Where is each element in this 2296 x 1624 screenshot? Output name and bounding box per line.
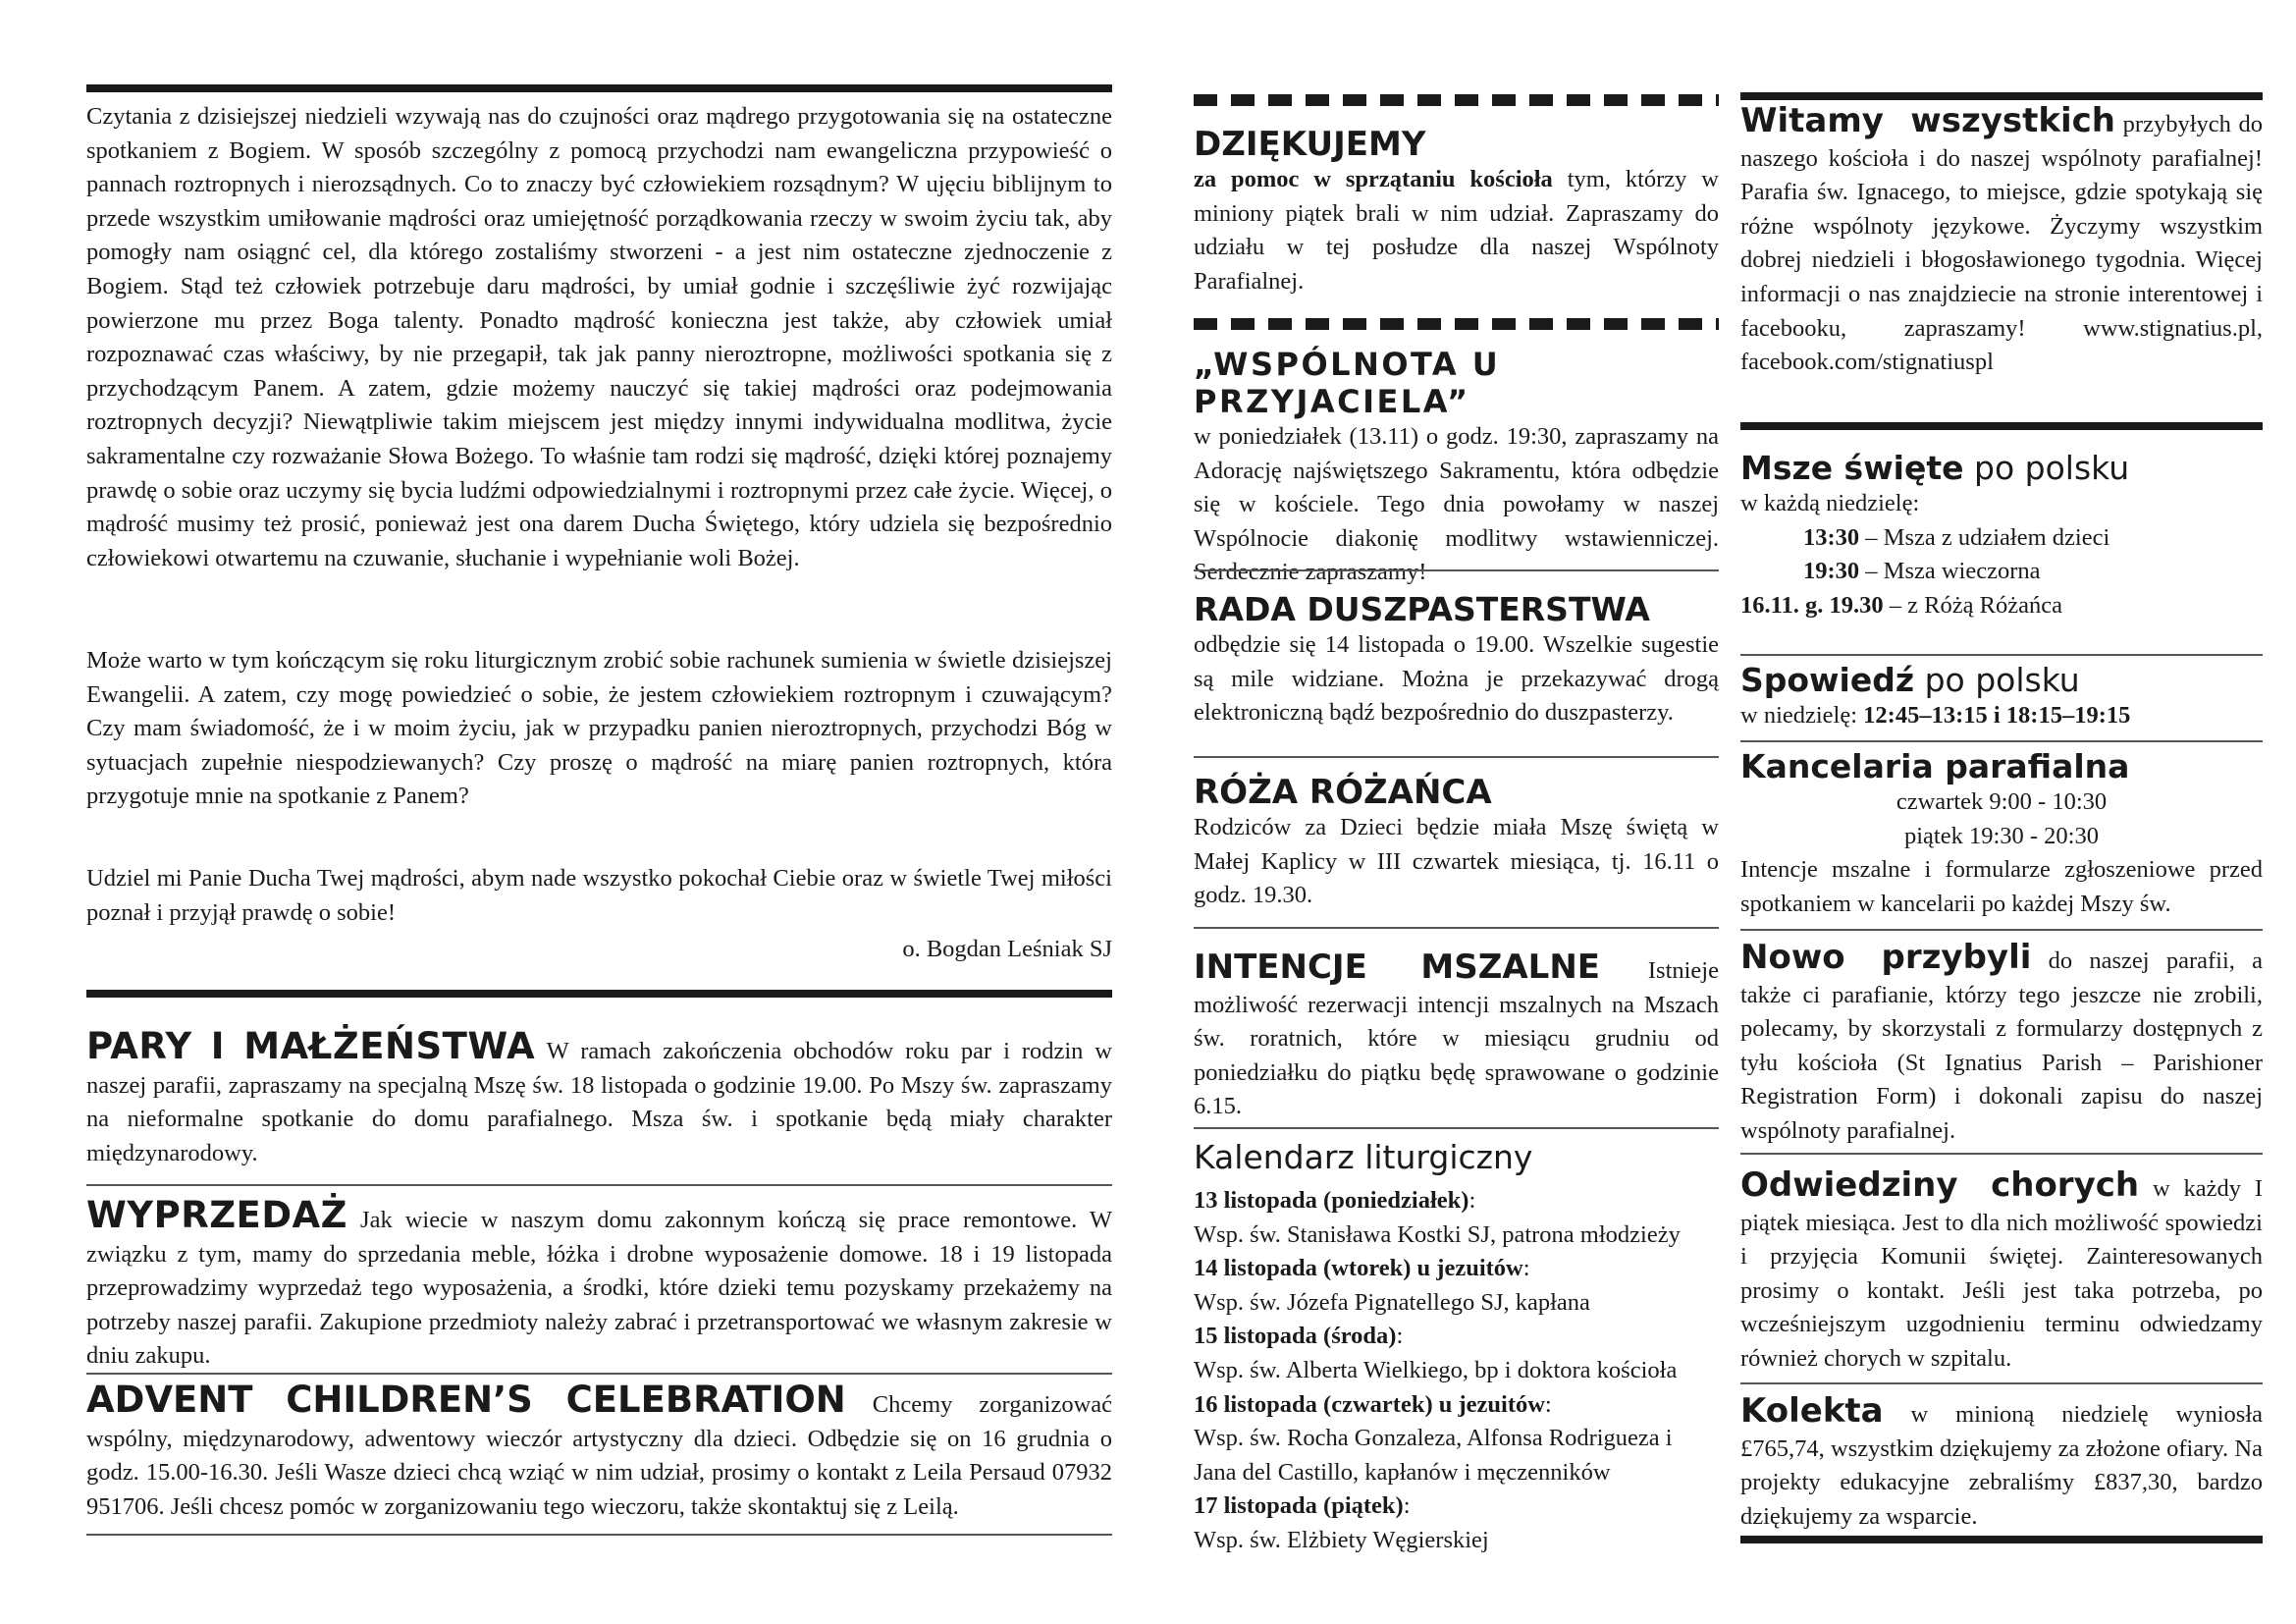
odwiedziny-text: w każdy I piątek miesiąca. Jest to dla nich możliwość spowiedzi i przyjęcia Komunii świętej. Zainteresowanych prosimy o kontakt. Jeśli jest taka potrzeba, po wcześniejszym uzgodnieniu terminu odwiedzamy również chorych w szpitalu. bbox=[1740, 1175, 2264, 1372]
kancelaria-section bbox=[1740, 748, 2263, 921]
reflection-paragraph-3: Udziel mi Panie Ducha Twej mądrości, abym nade wszystko pokochał Ciebie oraz w świetle Twej miłości poznał i przyjął prawdę o sobie! bbox=[86, 865, 1112, 926]
odwiedziny-title: Odwiedziny chorych bbox=[1740, 1165, 2140, 1205]
kancelaria-text: Intencje mszalne i formularze zgłoszeniowe przed spotkaniem w kancelarii po każdej Mszy św. bbox=[1740, 856, 2263, 917]
kalendarz-saint: Wsp. św. Józefa Pignatellego SJ, kapłana bbox=[1194, 1288, 1590, 1316]
kalendarz-list bbox=[1194, 1184, 1719, 1558]
nowo-text: do naszej parafii, a także ci parafianie, którzy tego jeszcze nie zrobili, polecamy, by skorzystali z formularzy dostępnych z tyłu kościoła (St Ignatius Parish – Parishioner Registration Form) i dokonali zapisu do naszej wspólnoty parafialnej. bbox=[1740, 947, 2263, 1144]
dziekujemy-section bbox=[1194, 126, 1719, 298]
kalendarz-entry bbox=[1194, 1388, 1719, 1490]
kalendarz-saint: Wsp. św. Alberta Wielkiego, bp i doktora kościoła bbox=[1194, 1356, 1678, 1383]
msze-special-text: – z Różą Różańca bbox=[1889, 591, 2062, 619]
pary-section bbox=[86, 1027, 1112, 1170]
divider bbox=[1740, 1382, 2263, 1384]
odwiedziny-section bbox=[1740, 1166, 2263, 1377]
kalendarz-saint: Wsp. św. Stanisława Kostki SJ, patrona młodzieży bbox=[1194, 1220, 1681, 1248]
msze-time: 13:30 bbox=[1803, 523, 1860, 551]
spowiedz-title-bold: Spowiedź bbox=[1740, 661, 1915, 699]
kalendarz-section bbox=[1194, 1139, 1719, 1558]
section-rule bbox=[86, 990, 1112, 998]
wyprzedaz-text: Jak wiecie w naszym domu zakonnym kończą się prace remontowe. W związku z tym, mamy do sprzedania meble, łóżka i drobne wyposażenie domowe. 18 i 19 listopada przeprowadzimy wyprzedaż tego wyposażenia, a środki, które dzieki temu pozyskamy przekażemy na potrzeby naszej parafii. Zakupione przedmioty należy zabrać i przetransportować we własnym zakresie w dniu zakupu. bbox=[86, 1207, 1113, 1370]
msze-special bbox=[1740, 589, 2263, 623]
nowo-title: Nowo przybyli bbox=[1740, 938, 2032, 977]
spowiedz-section bbox=[1740, 662, 2263, 733]
witamy-section bbox=[1740, 102, 2263, 380]
reflection-paragraph-1: Czytania z dzisiejszej niedzieli wzywają nas do czujności oraz mądrego przygotowania się na ostateczne spotkaniem z Bogiem. W sposób szczególny z pomocą przychodzi nam ewangeliczna przypowieść o pannach roztropnych i nierozsądnych. Co to znaczy być człowiekiem rozsądnym? W ujęciu biblijnym to przede wszystkim umiłowanie mądrości oraz umiejętność porządkowania rzeczy w swoim życiu tak, aby pomogły nam osiągnć cel, dla którego zostaliśmy stworzeni - a jest nim ostateczne zjednoczenie z Bogiem. Stąd też człowiek potrzebuje daru mądrości, by umiał godnie i szczęśliwie żyć rozwijając powierzone mu przez Boga talenty. Ponadto mądrość konieczna jest także, aby człowiek umiał rozpoznawać czas właściwy, by nie przegapił, tak jak panny nieroztropne, możliwości spotkania się z przychodzącym Panem. A zatem, gdzie możemy nauczyć się takiej mądrości oraz podejmowania roztropnych decyzji? Niewątpliwie takim miejscem jest między innymi indywidualna modlitwa, życie sakramentalne czy rozważanie Słowa Bożego. To właśnie tam rodzi się mądrość, dzięki której poznajemy prawdę o sobie oraz uczymy się bycia ludźmi odpowiedzialnymi i roztropnymi przez całe życie. Więcej, o mądrość musimy też prosić, ponieważ jest ona darem Ducha Świętego, który udziela się bezpośrednio człowiekowi otwartemu na czuwanie, słuchanie i wypełnianie woli Bożej. bbox=[86, 103, 1112, 571]
spowiedz-times: 12:45–13:15 i 18:15–19:15 bbox=[1863, 702, 2131, 729]
dziekujemy-body bbox=[1194, 163, 1719, 298]
roza-text: Rodziców za Dzieci będzie miała Mszę świętą w Małej Kaplicy w III czwartek miesiąca, tj. 16.11 o godz. 19.30. bbox=[1194, 814, 1719, 909]
msze-line bbox=[1740, 555, 2263, 589]
divider bbox=[1740, 1153, 2263, 1155]
msze-time: 19:30 bbox=[1803, 558, 1860, 585]
bottom-rule bbox=[86, 1534, 1112, 1536]
witamy-text: przybyłych do naszego kościoła i do naszej wspólnoty parafialnej! Parafia św. Ignacego, to miejsce, gdzie spotykają się różne wspólnoty językowe. Życzymy wszystkim dobrej niedzieli i błogosławionego tygodnia. Więcej informacji o nas znajdziecie na stronie interentowej i facebooku, zapraszamy! www.stignatius.pl, facebook.com/stignatiuspl bbox=[1740, 111, 2264, 376]
dziekujemy-text: tym, którzy w miniony piątek brali w nim udział. Zapraszamy do udziału w tej posłudze dla naszej Wspólnoty Parafialnej. bbox=[1194, 166, 1720, 295]
section-rule bbox=[1740, 422, 2263, 430]
rada-text: odbędzie się 14 listopada o 19.00. Wszelkie sugestie są mile widziane. Można je przekazywać drogą elektroniczną bądź bezpośrednio do duszpasterzy. bbox=[1194, 631, 1719, 727]
spowiedz-title-rest: po polsku bbox=[1924, 661, 2080, 699]
kalendarz-suffix: : bbox=[1396, 1323, 1404, 1350]
divider bbox=[86, 1373, 1112, 1375]
roza-section bbox=[1194, 774, 1719, 913]
nowo-section bbox=[1740, 939, 2263, 1149]
kalendarz-date: 17 listopada (piątek) bbox=[1194, 1492, 1404, 1520]
spowiedz-intro: w niedzielę: bbox=[1740, 702, 1858, 729]
divider bbox=[1194, 569, 1719, 571]
divider bbox=[1740, 929, 2263, 931]
top-rule bbox=[86, 84, 1112, 92]
roza-title: RÓŻA RÓŻAŃCA bbox=[1194, 773, 1492, 812]
intencje-section bbox=[1194, 948, 1719, 1124]
divider bbox=[86, 1184, 1112, 1186]
kalendarz-date: 14 listopada (wtorek) u jezuitów bbox=[1194, 1255, 1523, 1282]
wyprzedaz-section bbox=[86, 1196, 1112, 1374]
dashed-rule bbox=[1194, 94, 1719, 106]
kalendarz-saint: Wsp. św. Rocha Gonzaleza, Alfonsa Rodrigueza i Jana del Castillo, kapłanów i męczenników bbox=[1194, 1425, 1673, 1486]
witamy-title: Witamy wszystkich bbox=[1740, 101, 2116, 140]
reflection-author: o. Bogdan Leśniak SJ bbox=[902, 936, 1112, 962]
kalendarz-entry bbox=[1194, 1184, 1719, 1252]
kancelaria-hours-1: czwartek 9:00 - 10:30 bbox=[1896, 788, 2108, 815]
msze-body bbox=[1740, 487, 2263, 623]
kalendarz-saint: Wsp. św. Elżbiety Węgierskiej bbox=[1194, 1526, 1489, 1553]
msze-special-date: 16.11. g. 19.30 bbox=[1740, 591, 1884, 619]
msze-desc: – Msza z udziałem dzieci bbox=[1865, 523, 2110, 551]
wyprzedaz-title: WYPRZEDAŻ bbox=[86, 1194, 347, 1236]
advent-title: ADVENT CHILDREN’S CELEBRATION bbox=[86, 1379, 846, 1421]
msze-desc: – Msza wieczorna bbox=[1865, 558, 2041, 585]
msze-intro: w każdą niedzielę: bbox=[1740, 490, 1920, 516]
dashed-rule bbox=[1194, 318, 1719, 330]
kalendarz-suffix: : bbox=[1544, 1390, 1552, 1418]
intencje-text: Istnieje możliwość rezerwacji intencji mszalnych na Mszach św. roratnich, które w miesiącu grudniu od poniedziałku do piątku będę sprawowane o godzinie 6.15. bbox=[1194, 957, 1719, 1120]
kalendarz-entry bbox=[1194, 1489, 1719, 1557]
kalendarz-suffix: : bbox=[1403, 1492, 1411, 1520]
msze-line bbox=[1740, 521, 2263, 556]
kalendarz-date: 13 listopada (poniedziałek) bbox=[1194, 1187, 1469, 1214]
rada-section bbox=[1194, 591, 1719, 731]
kalendarz-entry bbox=[1194, 1320, 1719, 1387]
rada-title: RADA DUSZPASTERSTWA bbox=[1194, 590, 1650, 628]
wspolnota-section bbox=[1194, 346, 1719, 590]
dziekujemy-bold: za pomoc w sprzątaniu kościoła bbox=[1194, 166, 1553, 192]
kalendarz-title: Kalendarz liturgiczny bbox=[1194, 1138, 1533, 1176]
kalendarz-date: 15 listopada (środa) bbox=[1194, 1323, 1397, 1350]
kalendarz-suffix: : bbox=[1522, 1255, 1530, 1282]
kancelaria-title: Kancelaria parafialna bbox=[1740, 747, 2130, 785]
advent-section bbox=[86, 1380, 1112, 1524]
pary-text: W ramach zakończenia obchodów roku par i rodzin w naszej parafii, zapraszamy na specjalną Mszę św. 18 listopada o godzinie 19.00. Po Mszy św. zapraszamy na nieformalne spotkanie do domu parafialnego. Msza św. i spotkanie będą miały charakter międzynarodowy. bbox=[86, 1038, 1113, 1166]
reflection-paragraph-2: Może warto w tym kończącym się roku liturgicznym zrobić sobie rachunek sumienia w świetle dzisiejszej Ewangelii. A zatem, czy mogę powiedzieć o sobie, że jestem człowiekiem roztropnym i czuwającym? Czy mam świadomość, że i w moim życiu, jak w przypadku panien nieroztropnych, przychodzi Bóg w sytuacjach zupełnie niespodziewanych? Czy proszę o mądrość na miarę panien roztropnych, która przygotuje mnie na spotkanie z Panem? bbox=[86, 647, 1112, 810]
msze-title-bold: Msze święte bbox=[1740, 449, 1964, 487]
pary-title: PARY I MAŁŻEŃSTWA bbox=[86, 1025, 536, 1067]
intencje-title: INTENCJE MSZALNE bbox=[1194, 947, 1601, 987]
msze-section bbox=[1740, 450, 2263, 623]
divider bbox=[1194, 927, 1719, 929]
kalendarz-date: 16 listopada (czwartek) u jezuitów bbox=[1194, 1390, 1545, 1418]
dziekujemy-title: DZIĘKUJEMY bbox=[1194, 125, 1426, 164]
kancelaria-hours-2: piątek 19:30 - 20:30 bbox=[1903, 822, 2099, 849]
msze-title-rest: po polsku bbox=[1974, 449, 2130, 487]
bottom-rule bbox=[1740, 1536, 2263, 1543]
kalendarz-entry bbox=[1194, 1252, 1719, 1320]
kolekta-section bbox=[1740, 1392, 2263, 1534]
divider bbox=[1194, 1127, 1719, 1129]
kalendarz-suffix: : bbox=[1468, 1187, 1476, 1214]
advent-text: Chcemy zorganizować wspólny, międzynarodowy, adwentowy wieczór artystyczny dla dzieci. Odbędzie się on 16 grudnia o godz. 15.00-16.30. Jeśli Wasze dzieci chcą wziąć w nim udział, prosimy o kontakt z Leila Persaud 07932 951706. Jeśli chcesz pomóc w zorganizowaniu tego wieczoru, także skontaktuj się z Leilą. bbox=[86, 1391, 1113, 1520]
top-rule bbox=[1740, 92, 2263, 100]
divider bbox=[1740, 740, 2263, 742]
kolekta-title: Kolekta bbox=[1740, 1391, 1884, 1431]
spowiedz-body bbox=[1740, 699, 2263, 733]
kolekta-text: w minioną niedzielę wyniosła £765,74, wszystkim dziękujemy za złożone ofiary. Na projekty edukacyjne zebraliśmy £837,30, bardzo dziękujemy za wsparcie. bbox=[1740, 1401, 2264, 1530]
divider bbox=[1194, 756, 1719, 758]
divider bbox=[1740, 654, 2263, 656]
msze-title bbox=[1740, 450, 2263, 487]
wspolnota-title: „WSPÓLNOTA U PRZYJACIELA” bbox=[1194, 346, 1501, 420]
wspolnota-text: w poniedziałek (13.11) o godz. 19:30, zapraszamy na Adorację najświętszego Sakramentu, która odbędzie się w kościele. Tego dnia powołamy w naszej Wspólnocie diakonię modlitwy wstawienniczej. Serdecznie zapraszamy! bbox=[1194, 423, 1719, 586]
spowiedz-title bbox=[1740, 662, 2263, 699]
